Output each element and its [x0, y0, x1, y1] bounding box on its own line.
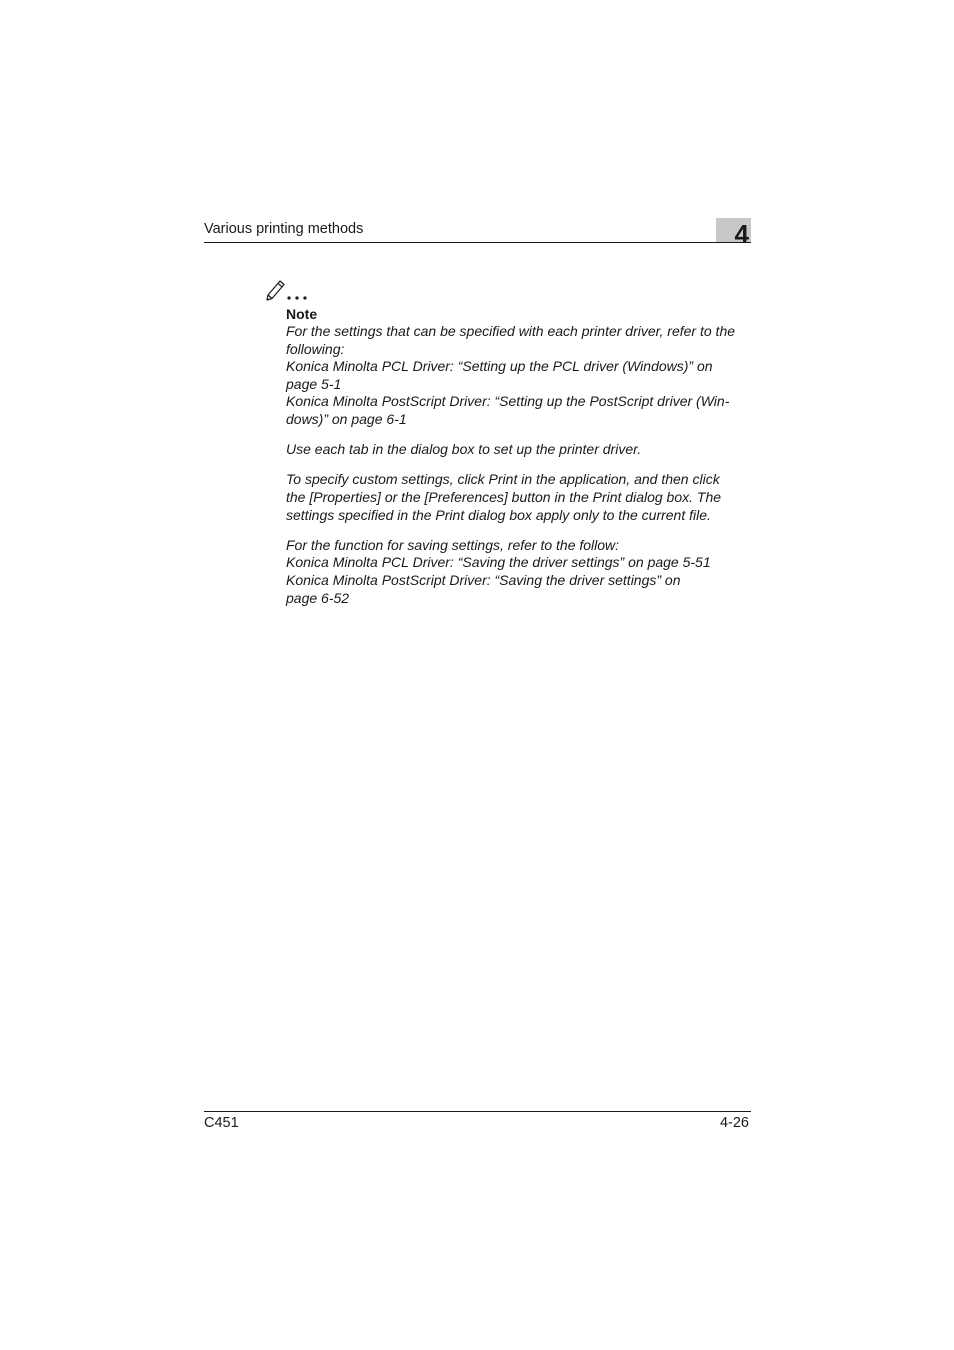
note-line: Use each tab in the dialog box to set up the printer driver. [286, 441, 642, 458]
note-line: the [Properties] or the [Preferences] button in the Print dialog box. The [286, 488, 722, 505]
note-line: Konica Minolta PCL Driver: “Setting up the PCL driver (Windows)” on [286, 358, 713, 375]
note-line: page 6-52 [286, 589, 350, 606]
note-body [286, 323, 756, 620]
note-line: settings specified in the Print dialog box apply only to the current file. [286, 506, 711, 523]
note-paragraph [286, 537, 756, 607]
note-line: Konica Minolta PCL Driver: “Saving the driver settings” on page 5-51 [286, 554, 711, 571]
footer-rule [204, 1111, 751, 1112]
note-line: Konica Minolta PostScript Driver: “Saving the driver settings” on [286, 571, 681, 588]
note-paragraph [286, 441, 756, 459]
pencil-note-icon [264, 276, 312, 302]
footer-model: C451 [204, 1115, 239, 1131]
note-line: For the settings that can be specified with each printer driver, refer to the [286, 323, 736, 339]
footer-page-number: 4-26 [719, 1115, 749, 1131]
note-label: Note [286, 306, 318, 322]
chapter-tab [716, 218, 751, 249]
note-line: Konica Minolta PostScript Driver: “Setting up the PostScript driver (Win- [286, 393, 730, 410]
note-line: To specify custom settings, click Print in the application, and then click [286, 471, 720, 488]
note-line: dows)” on page 6-1 [286, 410, 407, 427]
note-line: page 5-1 [286, 375, 342, 392]
note-paragraph [286, 323, 756, 429]
chapter-number: 4 [734, 219, 749, 249]
note-line: For the function for saving settings, refer to the follow: [286, 536, 620, 553]
note-line: following: [286, 340, 345, 357]
running-header-title: Various printing methods [204, 221, 364, 237]
note-paragraph [286, 471, 756, 524]
header-rule [204, 242, 751, 243]
